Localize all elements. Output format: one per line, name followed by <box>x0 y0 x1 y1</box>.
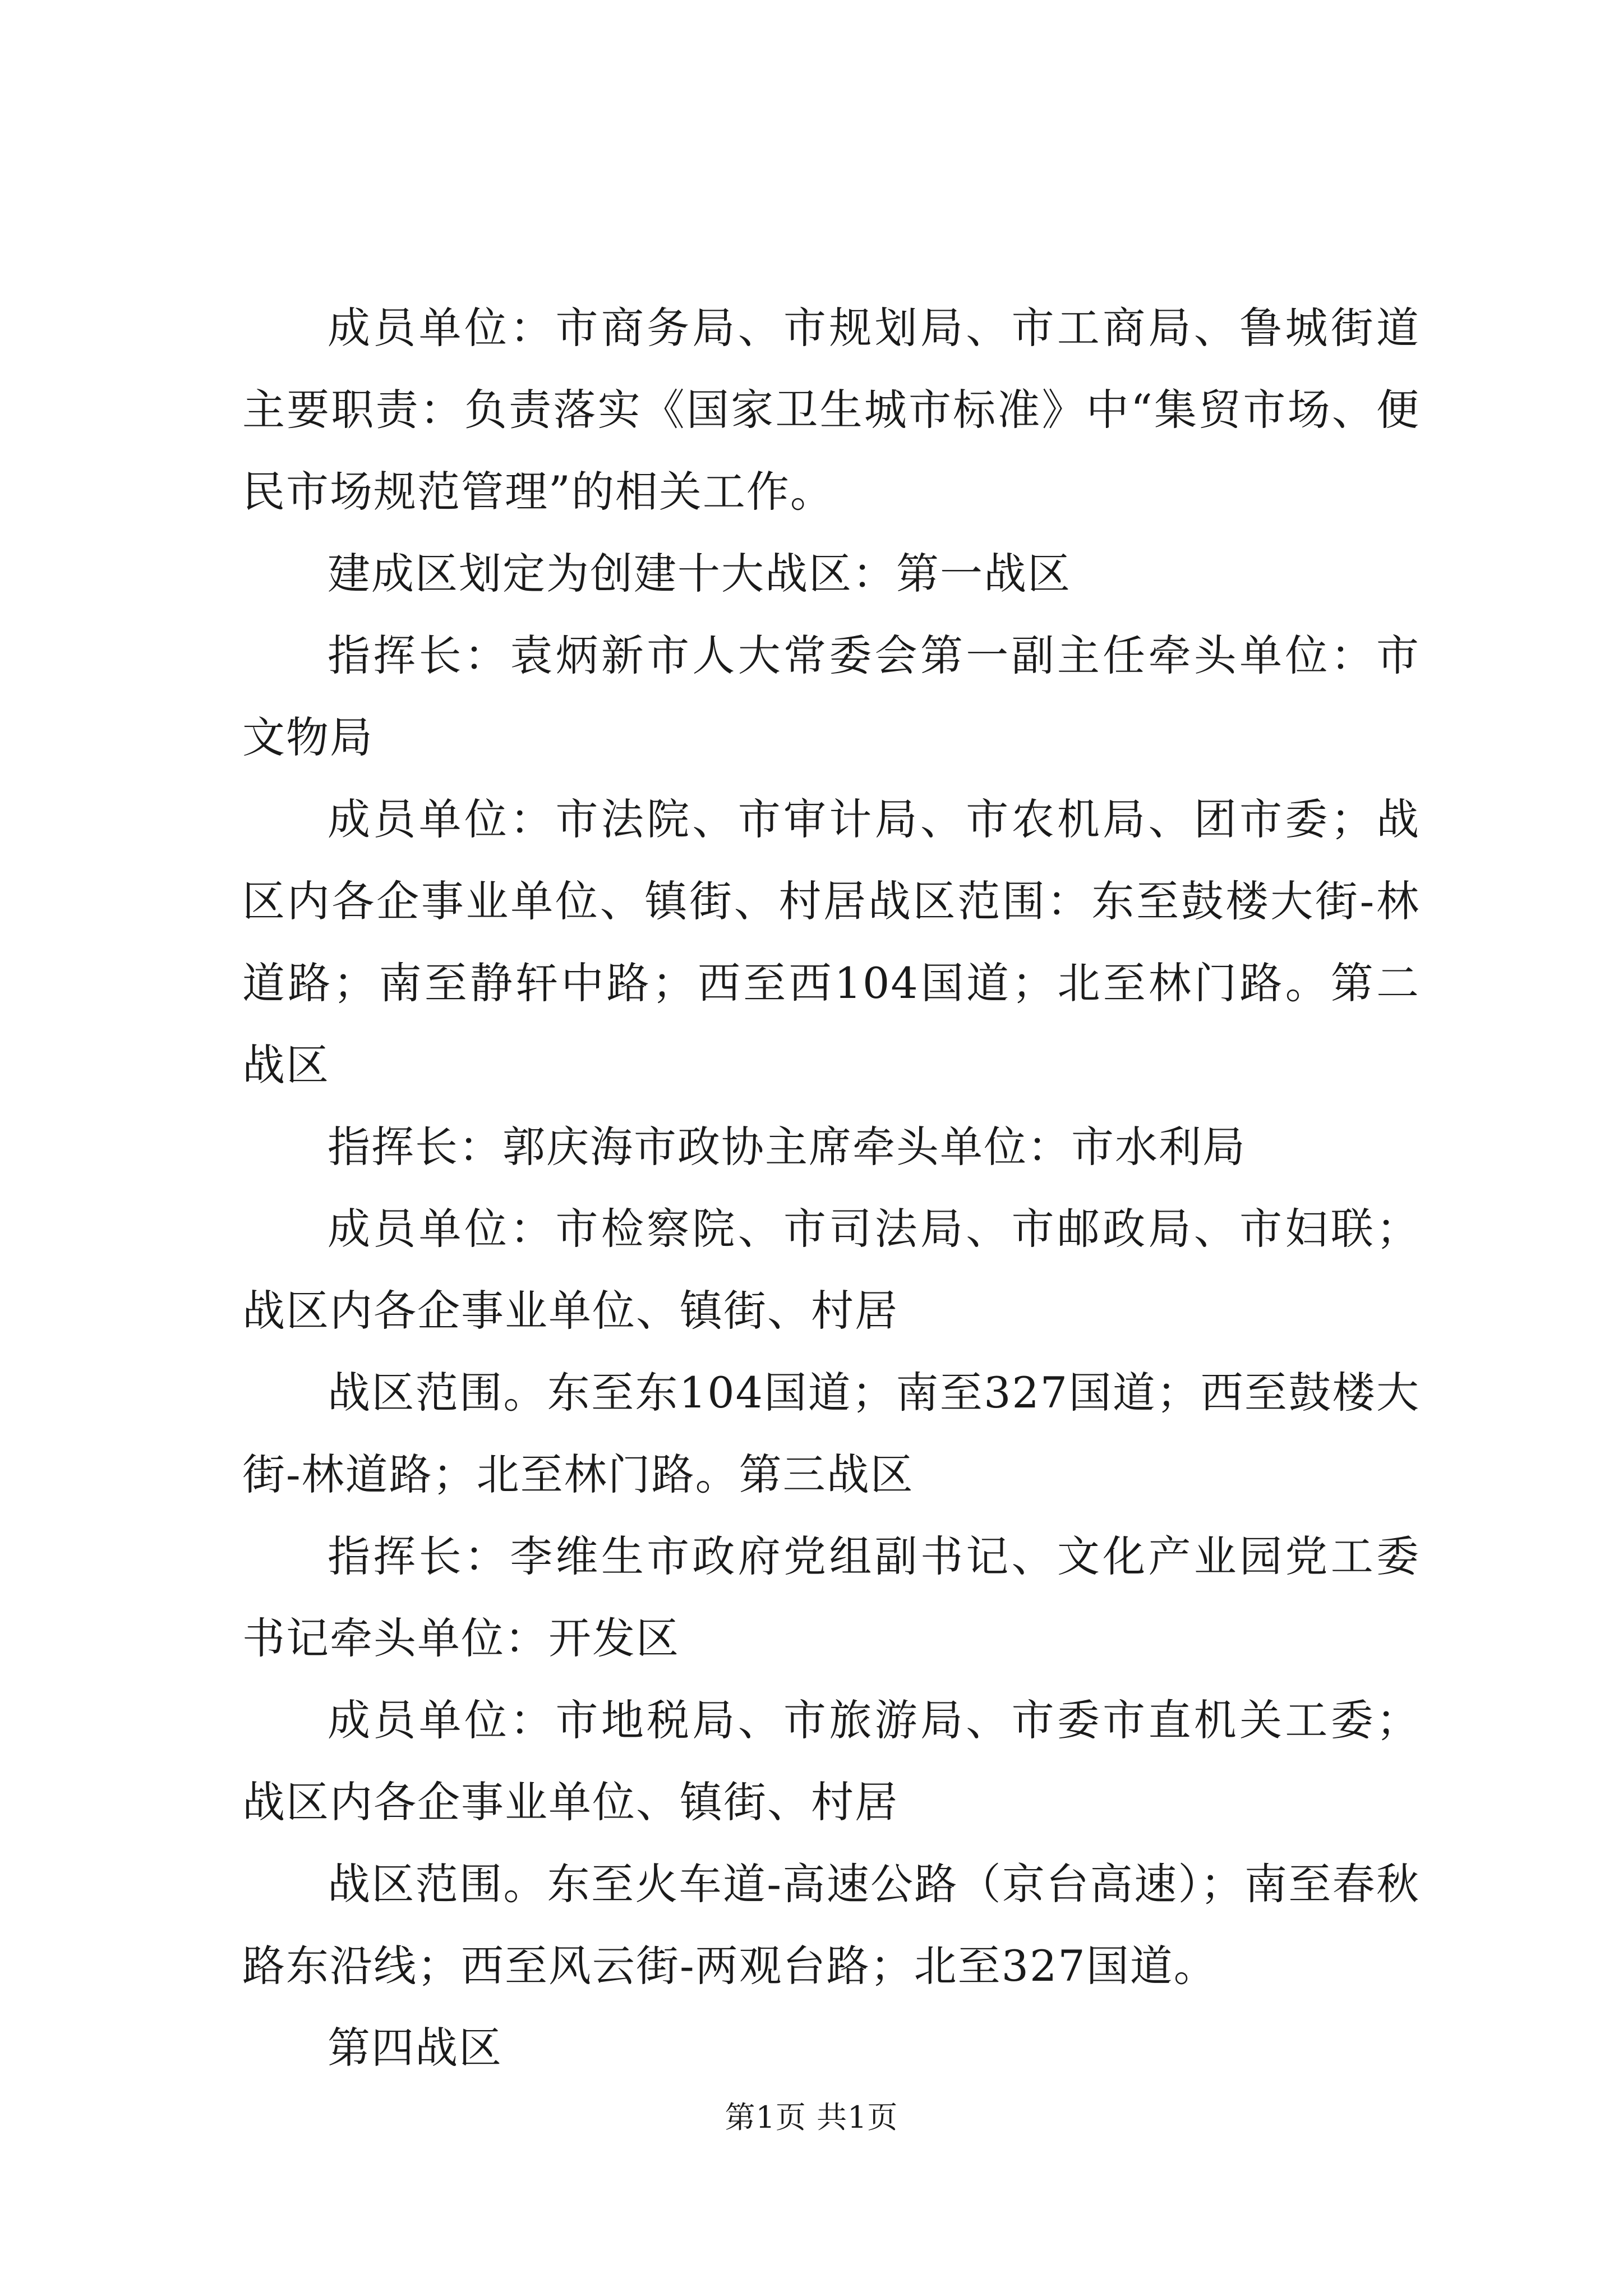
paragraph-commander-2: 指挥长：郭庆海市政协主席牵头单位：市水利局 <box>328 1122 1246 1172</box>
document-body <box>242 287 1420 2089</box>
page-footer: 第1页 共1页 <box>725 2100 898 2135</box>
paragraph-war-zones-intro: 建成区划定为创建十大战区：第一战区 <box>328 549 1071 599</box>
paragraph-zone-3-scope: 战区范围。东至火车道-高速公路（京台高速）；南至春秋路东沿线；西至风云街-两观台路；北至327国道。 <box>242 1859 1420 1991</box>
paragraph-commander-1: 指挥长：袁炳新市人大常委会第一副主任牵头单位：市文物局 <box>242 631 1420 762</box>
paragraph-member-units-3: 成员单位：市地税局、市旅游局、市委市直机关工委；战区内各企事业单位、镇街、村居 <box>242 1695 1420 1827</box>
paragraph-zone-1-scope: 成员单位：市法院、市审计局、市农机局、团市委；战区内各企事业单位、镇街、村居战区范围：东至鼓楼大街-林道路；南至静轩中路；西至西104国道；北至林门路。第二战区 <box>242 794 1420 1090</box>
paragraph-member-units-2: 成员单位：市检察院、市司法局、市邮政局、市妇联；战区内各企事业单位、镇街、村居 <box>242 1204 1420 1336</box>
paragraph-member-units-1: 成员单位：市商务局、市规划局、市工商局、鲁城街道主要职责：负责落实《国家卫生城市标准》中“集贸市场、便民市场规范管理”的相关工作。 <box>242 303 1420 517</box>
paragraph-commander-3: 指挥长：李维生市政府党组副书记、文化产业园党工委书记牵头单位：开发区 <box>242 1531 1420 1663</box>
paragraph-zone-2-scope: 战区范围。东至东104国道；南至327国道；西至鼓楼大街-林道路；北至林门路。第三战区 <box>242 1368 1420 1499</box>
paragraph-zone-4-heading: 第四战区 <box>328 2023 502 2073</box>
